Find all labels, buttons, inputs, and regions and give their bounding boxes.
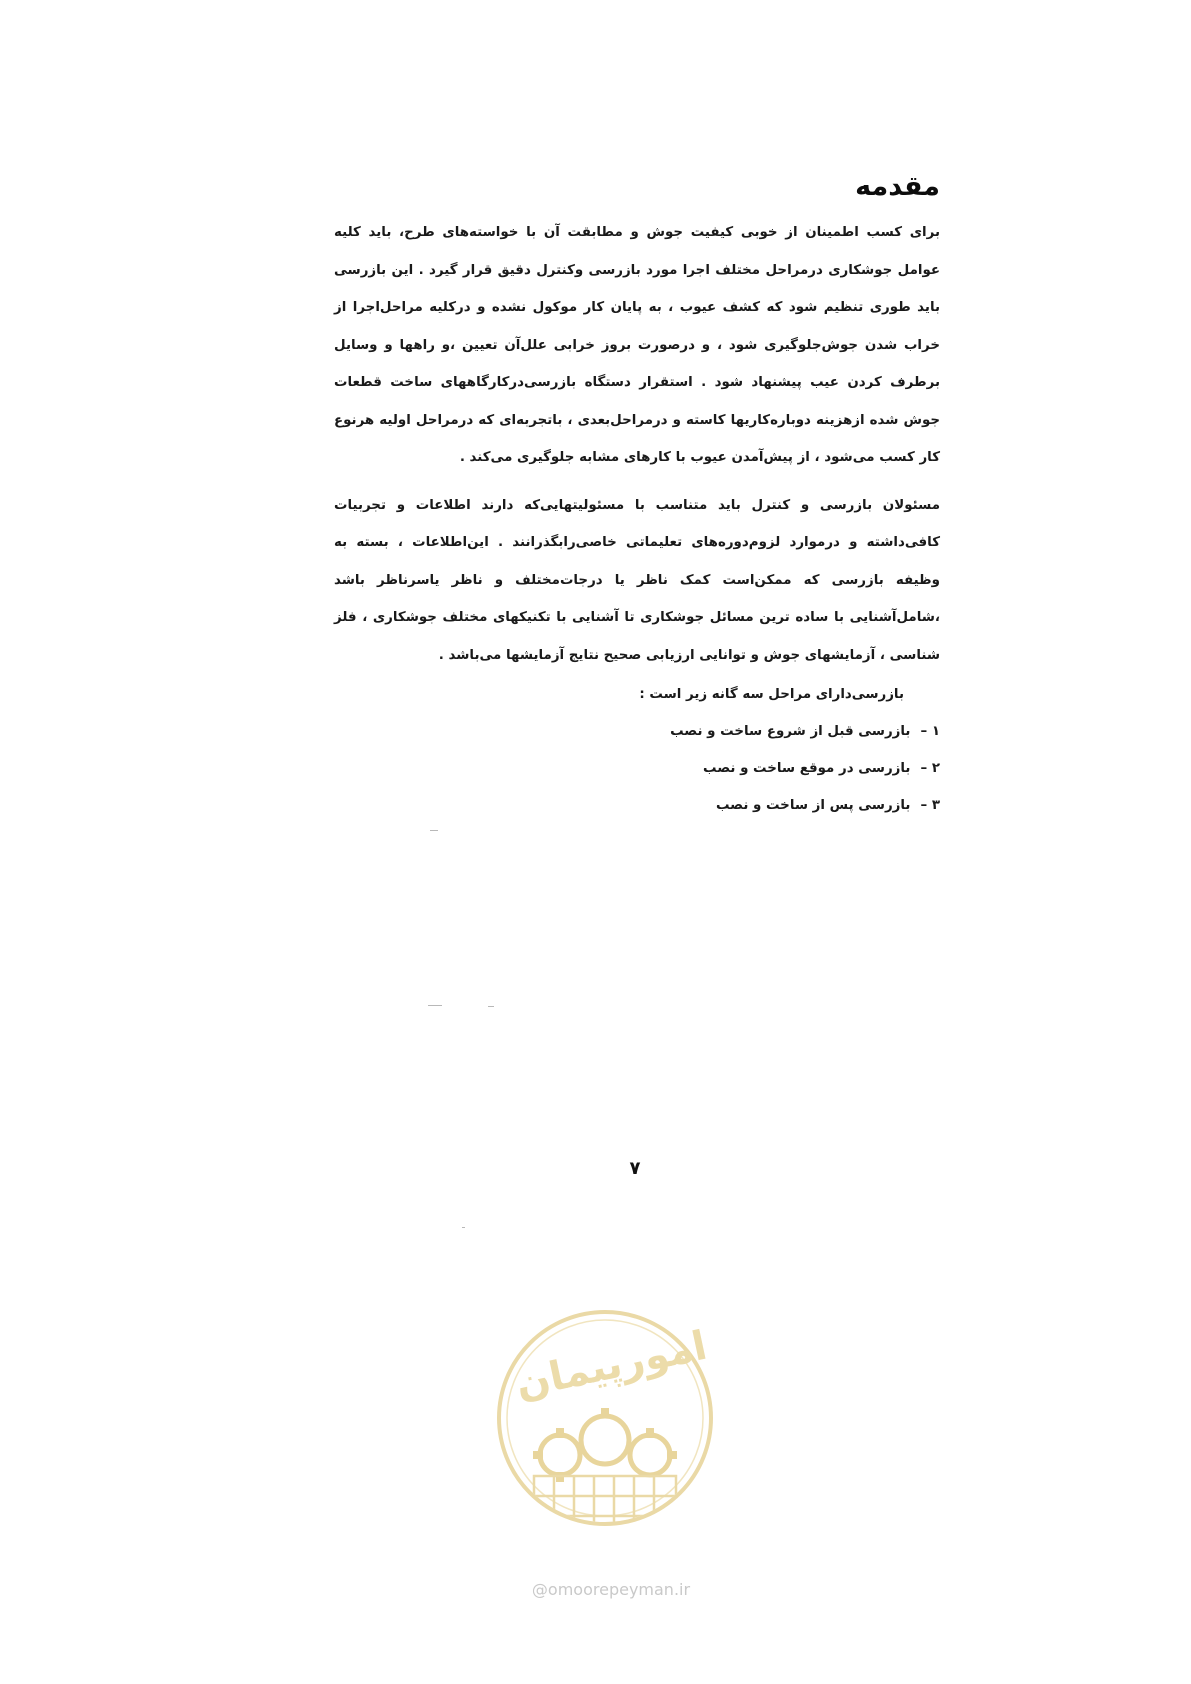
scan-speck — [462, 1227, 465, 1228]
stages-list — [334, 713, 940, 824]
stage-text: بازرسی قبل از شروع ساخت و نصب — [670, 724, 911, 739]
page-content — [334, 168, 940, 824]
watermark-url: @omoorepeyman.ir — [531, 1580, 691, 1599]
page-title: مقدمه — [855, 171, 940, 202]
paragraph-2: مسئولان بازرسی و کنترل باید متناسب با مسئولیتهایی‌که دارند اطلاعات و تجربیات کافی‌داشته و درموارد لزوم‌دوره‌های تعلیماتی خاصی‌رابگذرانند . این‌اطلاعات ، بسته به وظیفه بازرسی که ممکن‌است کمک ناظر یا درجات‌مختلف و ناظر یاسرناظر باشد ،شامل‌آشنایی با ساده ترین مسائل جوشکاری تا آشنایی با تکنیکهای مختلف جوشکاری ، فلز شناسی ، آزمایشهای جوش و توانایی ارزیابی صحیح نتایج آزمایشها می‌باشد . — [334, 497, 940, 663]
stage-text: بازرسی در موقع ساخت و نصب — [703, 761, 911, 776]
stages-intro: بازرسی‌دارای مراحل سه گانه زیر است : — [639, 687, 904, 702]
scan-speck — [488, 1006, 494, 1007]
watermark-logo — [492, 1300, 718, 1570]
scan-speck — [430, 830, 438, 831]
list-item — [334, 750, 940, 787]
page-number: ۷ — [629, 1158, 641, 1179]
scan-speck — [428, 1005, 442, 1006]
list-item — [334, 713, 940, 750]
watermark-logo-text: امورپیمان — [511, 1322, 711, 1408]
list-item — [334, 787, 940, 824]
stage-number: ۲ – — [920, 761, 940, 776]
paragraph-1: برای کسب اطمینان از خوبی کیفیت جوش و مطابقت آن با خواسته‌های طرح، باید کلیه عوامل جوشکاری درمراحل مختلف اجرا مورد بازرسی وکنترل دقیق قرار گیرد . این بازرسی باید طوری تنظیم شود که کشف عیوب ، به پایان کار موکول نشده و درکلیه مراحل‌اجرا از خراب شدن جوش‌جلوگیری شود ، و درصورت بروز خرابی علل‌آن تعیین ،و راهها و وسایل برطرف کردن عیب پیشنهاد شود . استقرار دستگاه بازرسی‌درکارگاههای ساخت قطعات جوش شده ازهزینه دوباره‌کاریها کاسته و درمراحل‌بعدی ، باتجربه‌ای که درمراحل اولیه هرنوع کار کسب می‌شود ، از پیش‌آمدن عیوب با کارهای مشابه جلوگیری می‌کند . — [334, 225, 940, 465]
stage-number: ۱ – — [920, 724, 940, 739]
stage-text: بازرسی پس از ساخت و نصب — [715, 798, 911, 813]
stage-number: ۳ – — [920, 798, 940, 813]
